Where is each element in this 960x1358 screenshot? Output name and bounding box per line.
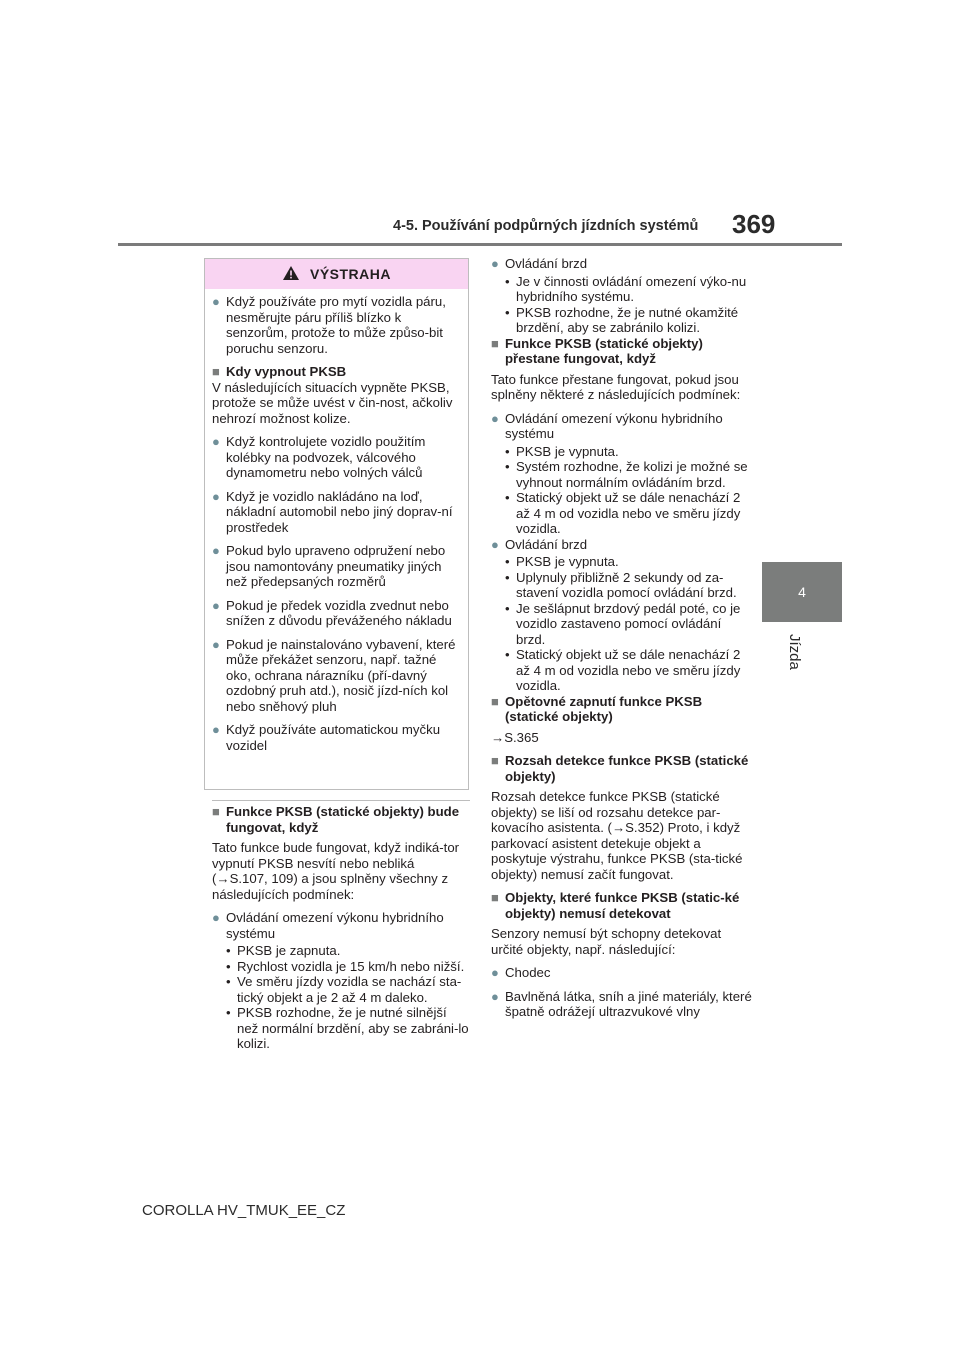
section-heading: ■ Funkce PKSB (statické objekty) přestane fungovat, když bbox=[491, 335, 703, 366]
page-number: 369 bbox=[732, 209, 776, 239]
sub-list-item: • PKSB je vypnuta. bbox=[505, 554, 619, 569]
paragraph: Rozsah detekce funkce PKSB (statické objekty) se liší od rozsahu detekce par-kovacího asistenta. (→S.352) Proto, i když parkovací asistent detekuje objekt a poskytuje výstrahu, funkce PKSB (sta-tické objekty) nemusí začít fungovat. bbox=[491, 789, 743, 882]
section-heading: ■ Rozsah detekce funkce PKSB (statické objekty) bbox=[491, 753, 749, 784]
sub-list-item: • Ve směru jízdy vozidla se nachází sta-tický objekt a je 2 až 4 m daleko. bbox=[226, 974, 462, 1005]
square-bullet-icon: ■ bbox=[491, 753, 499, 768]
square-bullet-icon: ■ bbox=[212, 364, 220, 379]
list-item: ● Když je vozidlo nakládáno na loď, nákladní automobil nebo jiný doprav-ní prostředek bbox=[212, 488, 453, 535]
sub-list bbox=[505, 274, 753, 336]
bullet-icon: ● bbox=[491, 988, 499, 1004]
section-heading: ■ Funkce PKSB (statické objekty) bude fungovat, když bbox=[212, 804, 460, 835]
sub-list-item: • PKSB je vypnuta. bbox=[505, 443, 619, 459]
header-divider bbox=[118, 243, 842, 246]
sub-list bbox=[505, 554, 753, 694]
list-item: ● Když používáte automatickou myčku vozidel bbox=[212, 722, 441, 753]
list-item: ● Ovládání omezení výkonu hybridního systému bbox=[491, 410, 723, 441]
bullet-icon: ● bbox=[212, 294, 220, 309]
list-item: ● Chodec bbox=[491, 965, 551, 980]
sub-list-item: • Uplynuly přibližně 2 sekundy od za-stavení vozidla pomocí ovládání brzd. bbox=[505, 569, 737, 600]
list-item: ● Bavlněná látka, sníh a jiné materiály, které špatně odrážejí ultrazvukové vlny bbox=[491, 988, 752, 1019]
list-item: ● Když kontrolujete vozidlo použitím kolébky na podvozek, válcového dynamometru nebo volných válců bbox=[212, 434, 426, 480]
warning-triangle-icon bbox=[282, 265, 300, 284]
section-heading: ■ Opětovné zapnutí funkce PKSB (statické objekty) bbox=[491, 693, 703, 724]
document-id: COROLLA HV_TMUK_EE_CZ bbox=[142, 1202, 346, 1219]
paragraph: Senzory nemusí být schopny detekovat určité objekty, např. následující: bbox=[491, 926, 722, 957]
sub-list-item: • Je sešlápnut brzdový pedál poté, co je vozidlo zastaveno pomocí ovládání brzd. bbox=[505, 600, 741, 647]
square-bullet-icon: ■ bbox=[491, 335, 499, 351]
chapter-label: Jízda bbox=[786, 634, 803, 670]
bullet-icon: ● bbox=[212, 636, 220, 652]
warning-paragraph: V následujících situacích vypněte PKSB, protože se může uvést v čin-nost, ačkoliv nehrozí možnost kolize. bbox=[212, 379, 453, 426]
sub-list-item: • Systém rozhodne, že kolizi je možné se vyhnout normálním ovládáním brzd. bbox=[505, 459, 748, 490]
list-item: ● Když používáte pro mytí vozidla páru, nesměrujte páru příliš blízko k senzorům, protože to může způso-bit poruchu senzoru. bbox=[212, 294, 446, 356]
section-divider bbox=[212, 800, 470, 801]
sub-list-item: • Je v činnosti ovládání omezení výko-nu hybridního systému. bbox=[505, 273, 747, 304]
list-item: ● Ovládání brzd bbox=[491, 536, 588, 552]
sub-list bbox=[505, 444, 753, 537]
list-item: ● Pokud je nainstalováno vybavení, které může překážet senzoru, např. tažné oko, ochrana nárazníku (pří-davný ozdobný pruh atd.), nosič jízd-ních kol nebo sněhový pluh bbox=[212, 636, 456, 714]
bullet-icon: ● bbox=[212, 488, 220, 504]
bullet-icon: ● bbox=[212, 910, 220, 925]
list-item: ● Pokud je předek vozidla zvednut nebo snížen z důvodu převáženého nákladu bbox=[212, 597, 452, 628]
chapter-number: 4 bbox=[798, 584, 806, 600]
bullet-icon: ● bbox=[491, 536, 499, 552]
bullet-icon: ● bbox=[491, 410, 499, 426]
sub-list-item: • Rychlost vozidla je 15 km/h nebo nižší. bbox=[226, 958, 465, 974]
sub-list-item: • PKSB rozhodne, že je nutné okamžité brzdění, aby se zabránilo kolizi. bbox=[505, 304, 739, 335]
list-item: ● Ovládání omezení výkonu hybridního systému bbox=[212, 910, 444, 941]
bullet-icon: ● bbox=[212, 434, 220, 449]
warning-title: VÝSTRAHA bbox=[309, 266, 391, 282]
warning-subheading: ■ Kdy vypnout PKSB bbox=[212, 364, 347, 379]
bullet-icon: ● bbox=[491, 965, 499, 980]
square-bullet-icon: ■ bbox=[491, 693, 499, 709]
section-title: 4-5. Používání podpůrných jízdních systémů bbox=[393, 218, 699, 234]
list-item: ● Pokud bylo upraveno odpružení nebo jsou namontovány pneumatiky jiných než předepsaných rozměrů bbox=[212, 543, 446, 589]
paragraph: Tato funkce bude fungovat, když indiká-tor vypnutí PKSB nesvítí nebo nebliká (→S.107, 109) a jsou splněny všechny z následujících podmínek: bbox=[212, 840, 460, 902]
page-reference: →S.365 bbox=[491, 729, 539, 745]
bullet-icon: ● bbox=[212, 597, 220, 613]
bullet-icon: ● bbox=[212, 543, 220, 558]
section-heading: ■ Objekty, které funkce PKSB (static-ké objekty) nemusí detekovat bbox=[491, 890, 740, 921]
right-column bbox=[491, 256, 753, 1022]
chapter-tab bbox=[762, 562, 842, 622]
square-bullet-icon: ■ bbox=[212, 804, 220, 819]
sub-list-item: • PKSB rozhodne, že je nutné silnější než normální brzdění, aby se zabráni-lo kolizi. bbox=[226, 1005, 469, 1051]
sub-list-item: • PKSB je zapnuta. bbox=[226, 943, 341, 958]
paragraph: Tato funkce přestane fungovat, pokud jsou splněny některé z následujících podmínek: bbox=[491, 371, 741, 402]
bullet-icon: ● bbox=[212, 722, 220, 737]
warning-header bbox=[205, 259, 468, 289]
sub-list bbox=[226, 943, 470, 1052]
sub-list-item: • Statický objekt už se dále nenachází 2 až 4 m od vozidla nebo ve směru jízdy vozidla. bbox=[505, 490, 741, 536]
sub-list-item: • Statický objekt už se dále nenachází 2 až 4 m od vozidla nebo ve směru jízdy vozidla. bbox=[505, 647, 741, 693]
bullet-icon: ● bbox=[491, 256, 499, 271]
list-item: ● Ovládání brzd bbox=[491, 256, 588, 271]
left-column bbox=[212, 804, 470, 1052]
warning-box bbox=[204, 258, 469, 790]
square-bullet-icon: ■ bbox=[491, 890, 499, 905]
